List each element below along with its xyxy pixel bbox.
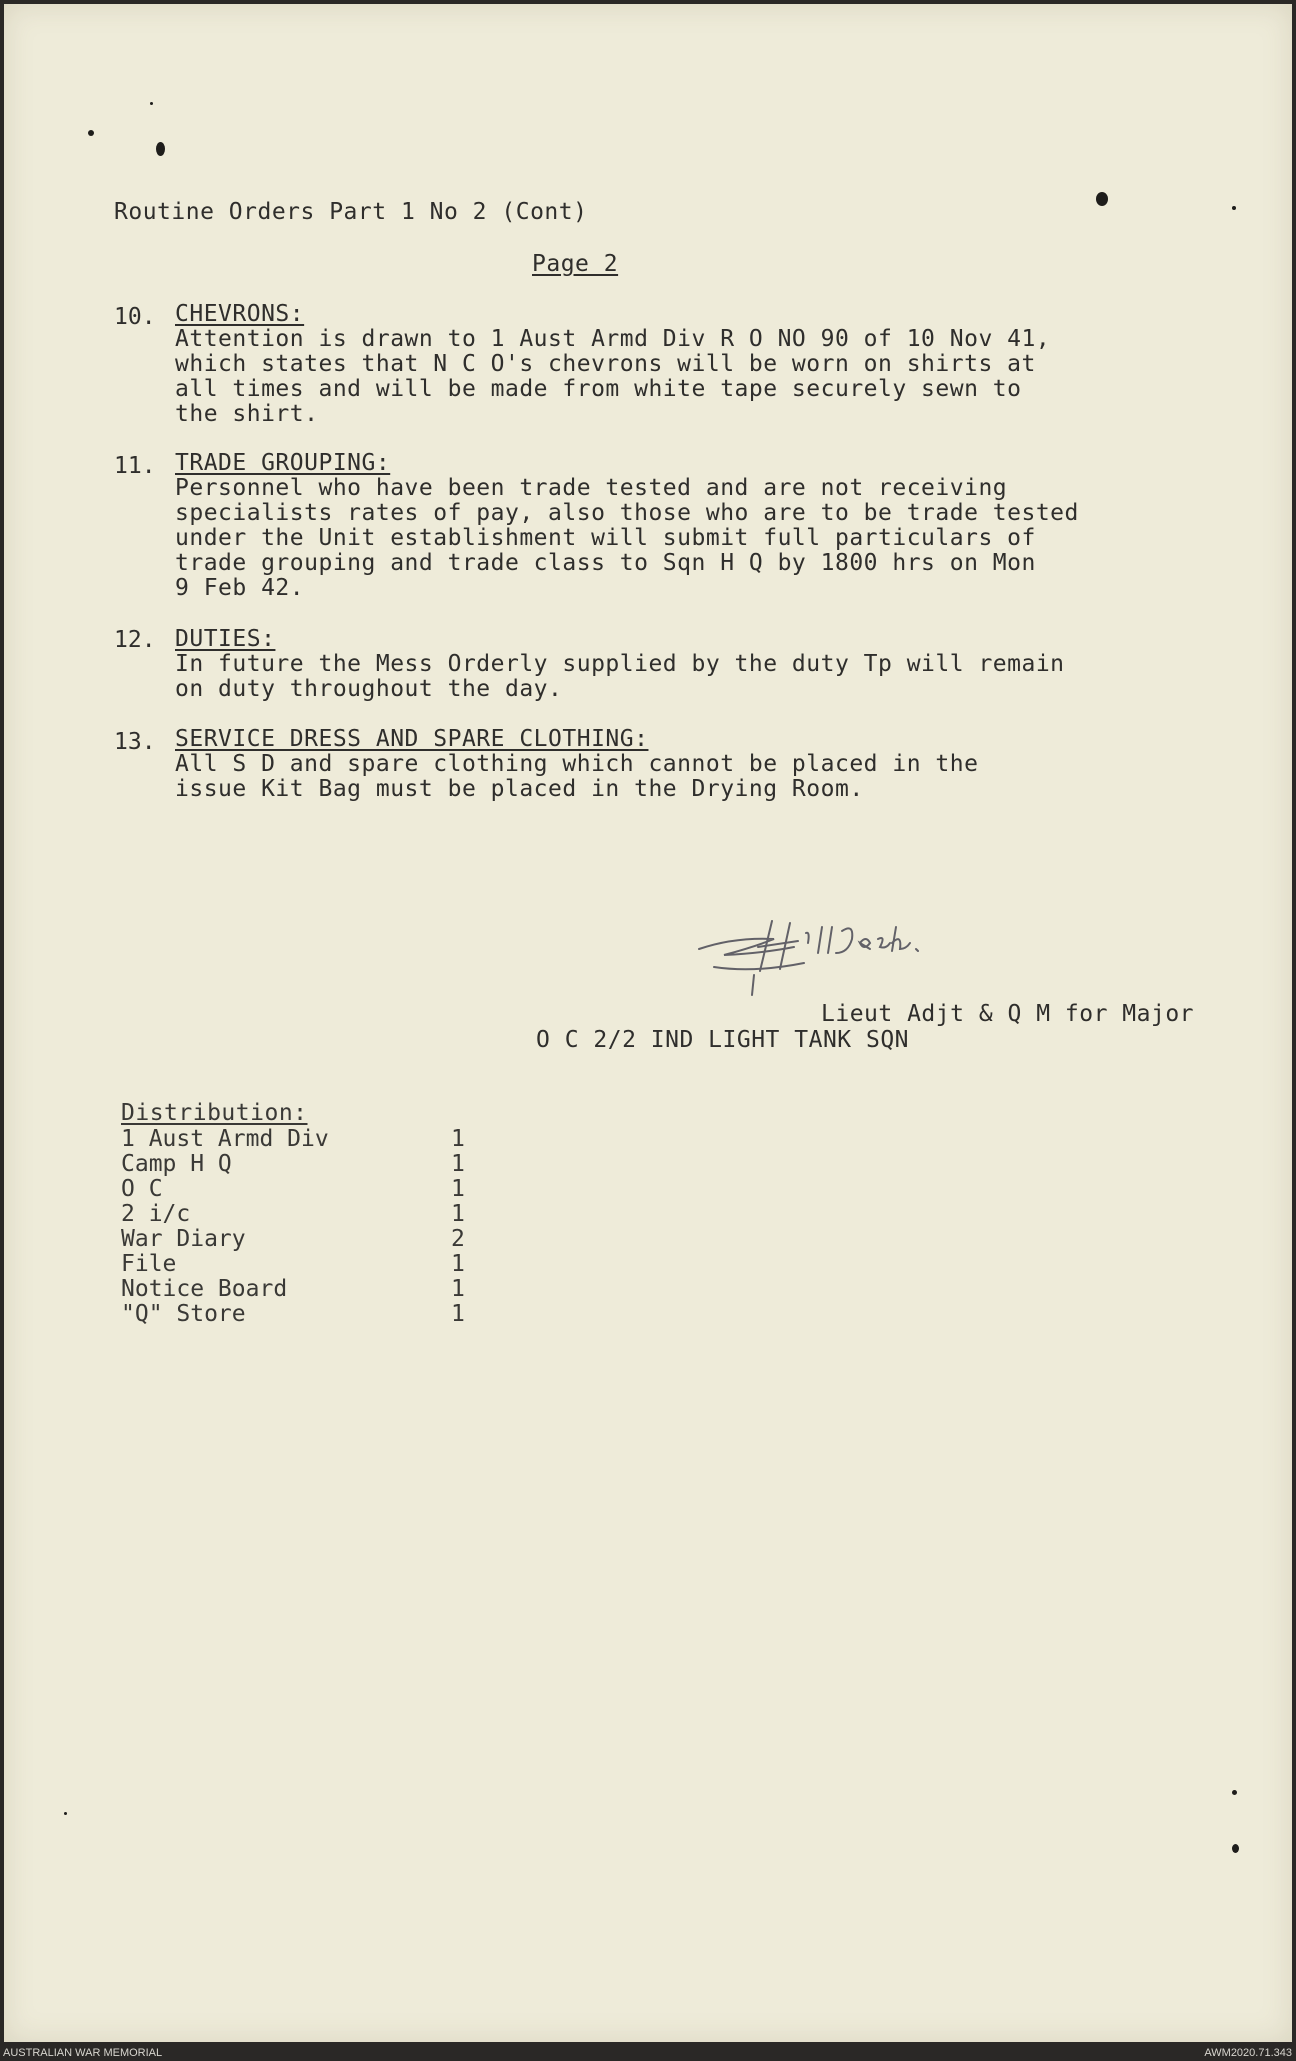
paper-mark: [1232, 1844, 1239, 1853]
item-line: the shirt.: [175, 401, 319, 427]
distribution-name: Notice Board: [121, 1276, 288, 1302]
distribution-count: 1: [451, 1201, 465, 1227]
distribution-name: O C: [121, 1176, 163, 1202]
paper-mark: [150, 102, 153, 105]
document-page: [4, 4, 1292, 2042]
item-line: which states that N C O's chevrons will be worn on shirts at: [175, 351, 1036, 377]
distribution-count: 1: [451, 1276, 465, 1302]
item-line: In future the Mess Orderly supplied by the duty Tp will remain: [175, 651, 1065, 677]
page-label: Page 2: [532, 251, 619, 277]
signature-rank-line: Lieut Adjt & Q M for Major: [821, 1001, 1195, 1027]
item-title: CHEVRONS:: [175, 301, 305, 327]
item-line: 9 Feb 42.: [175, 575, 305, 601]
item-title: SERVICE DRESS AND SPARE CLOTHING:: [175, 726, 649, 752]
paper-mark: [64, 1812, 67, 1815]
distribution-count: 1: [451, 1251, 465, 1277]
item-line: under the Unit establishment will submit full particulars of: [175, 525, 1036, 551]
item-line: All S D and spare clothing which cannot be placed in the: [175, 751, 979, 777]
distribution-count: 1: [451, 1151, 465, 1177]
item-line: Personnel who have been trade tested and are not receiving: [175, 475, 1008, 501]
item-line: on duty throughout the day.: [175, 676, 563, 702]
footer-institution: AUSTRALIAN WAR MEMORIAL: [3, 2047, 163, 2059]
distribution-count: 1: [451, 1176, 465, 1202]
item-line: specialists rates of pay, also those who are to be trade tested: [175, 500, 1079, 526]
item-line: issue Kit Bag must be placed in the Drying Room.: [175, 776, 864, 802]
item-title: TRADE GROUPING:: [175, 450, 391, 476]
distribution-name: Camp H Q: [121, 1151, 232, 1177]
paper-mark: [1232, 206, 1236, 210]
paper-mark: [156, 142, 165, 156]
distribution-name: File: [121, 1251, 177, 1277]
document-heading: Routine Orders Part 1 No 2 (Cont): [114, 199, 588, 225]
item-number: 12.: [114, 627, 156, 653]
paper-mark: [1232, 1790, 1237, 1795]
item-line: all times and will be made from white tape securely sewn to: [175, 376, 1022, 402]
distribution-count: 1: [451, 1126, 465, 1152]
distribution-name: 2 i/c: [121, 1201, 191, 1227]
handwritten-signature: [694, 909, 1024, 1009]
item-number: 11.: [114, 453, 156, 479]
footer-accession-number: AWM2020.71.343: [1204, 2047, 1292, 2059]
item-number: 13.: [114, 729, 156, 755]
signature-unit-line: O C 2/2 IND LIGHT TANK SQN: [536, 1027, 910, 1053]
distribution-name: 1 Aust Armd Div: [121, 1126, 329, 1152]
distribution-name: "Q" Store: [121, 1301, 246, 1327]
distribution-name: War Diary: [121, 1226, 246, 1252]
distribution-count: 1: [451, 1301, 465, 1327]
distribution-count: 2: [451, 1226, 465, 1252]
item-number: 10.: [114, 304, 156, 330]
item-line: Attention is drawn to 1 Aust Armd Div R O NO 90 of 10 Nov 41,: [175, 326, 1051, 352]
item-line: trade grouping and trade class to Sqn H Q by 1800 hrs on Mon: [175, 550, 1036, 576]
distribution-title: Distribution:: [121, 1100, 308, 1126]
paper-mark: [88, 130, 94, 136]
item-title: DUTIES:: [175, 626, 276, 652]
paper-mark: [1096, 192, 1108, 206]
